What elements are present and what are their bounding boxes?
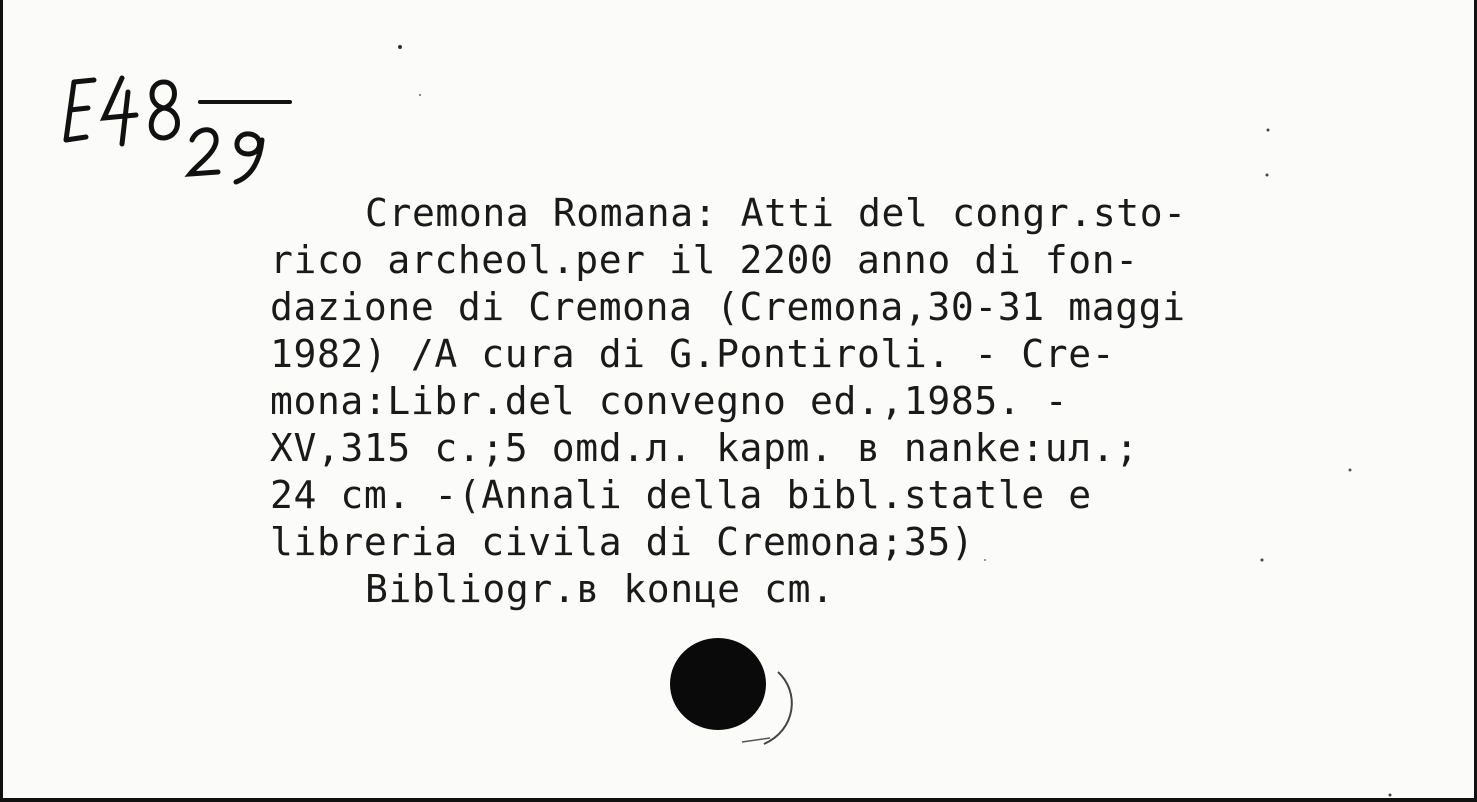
entry-line-4: 1982) /A cura di G.Pontiroli. - Cre- bbox=[270, 332, 1116, 376]
entry-line-6: XV,315 c.;5 omd.л. kapm. в nanke:uл.; bbox=[270, 426, 1139, 470]
entry-line-8: libreria civila di Cremona;35) bbox=[270, 520, 975, 564]
entry-line-5: mona:Libr.del convegno ed.,1985. - bbox=[270, 379, 1069, 423]
punch-hole bbox=[660, 632, 810, 752]
punch-hole-graphic bbox=[660, 632, 810, 752]
card-left-edge bbox=[0, 0, 3, 802]
call-number-handwriting bbox=[52, 60, 312, 190]
handwritten-call-number bbox=[52, 60, 312, 190]
entry-line-7: 24 cm. -(Annali della bibl.statle e bbox=[270, 473, 1092, 517]
entry-line-9: Bibliogr.в konце cm. bbox=[365, 567, 835, 611]
catalog-entry-text bbox=[270, 190, 1465, 613]
entry-line-2: rico archeol.per il 2200 anno di fon- bbox=[270, 238, 1139, 282]
entry-line-3: dazione di Cremona (Cremona,30-31 maggi bbox=[270, 285, 1186, 329]
card-bottom-edge bbox=[0, 798, 1477, 802]
entry-line-1: Cremona Romana: Atti del congr.sto- bbox=[365, 191, 1187, 235]
